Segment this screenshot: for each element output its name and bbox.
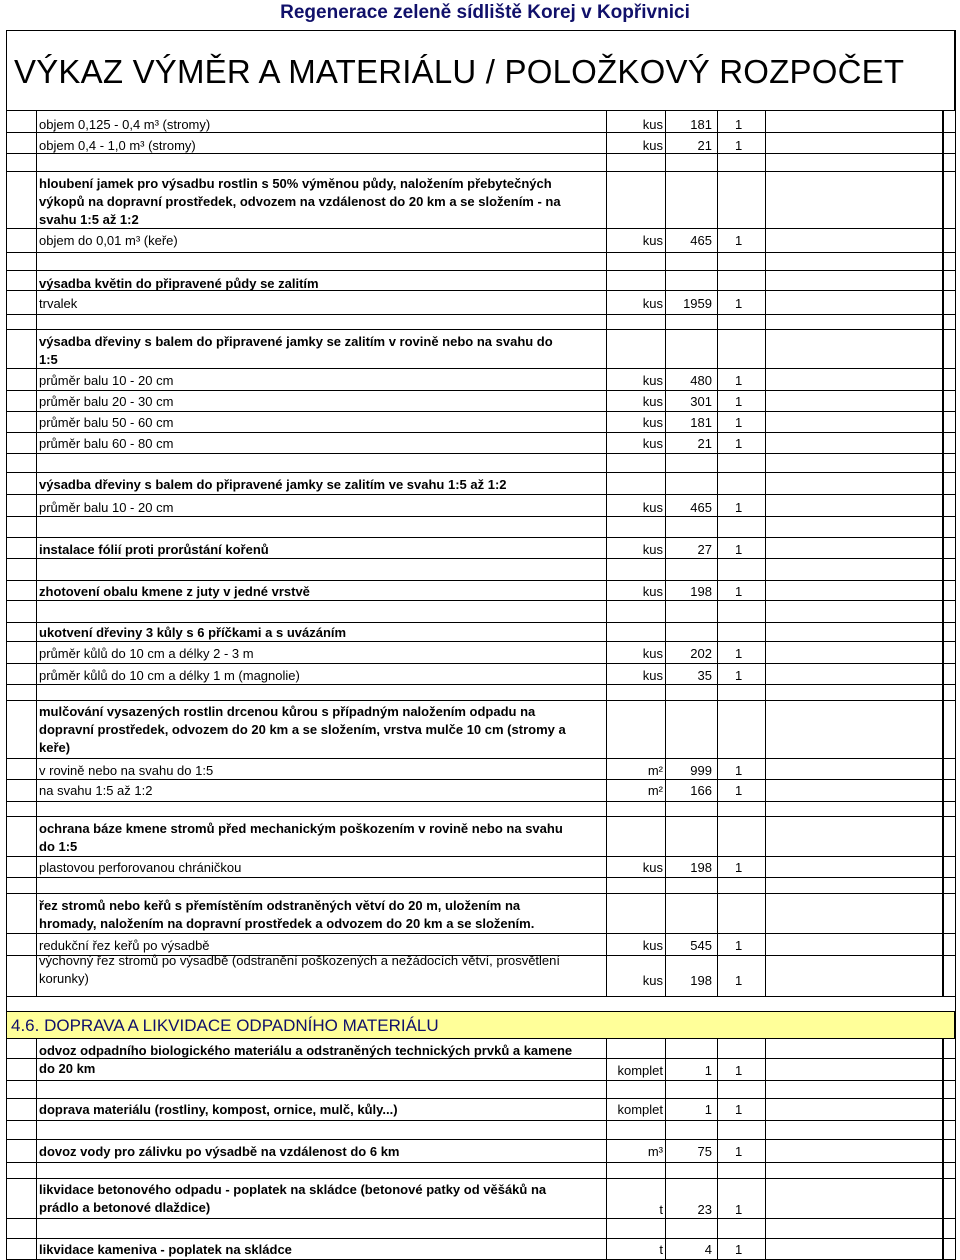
unit-cell: kus	[642, 646, 663, 661]
item-description: instalace fólií proti prorůstání kořenů	[39, 542, 269, 557]
quantity-cell: 75	[697, 1144, 712, 1159]
row-line	[6, 1139, 955, 1140]
unit-cell: kus	[642, 436, 663, 451]
row-line	[6, 893, 955, 894]
row-line	[6, 622, 955, 623]
row-line	[6, 933, 955, 934]
item-description: prádlo a betonové dlaždice)	[39, 1200, 211, 1215]
unit-cell: kus	[642, 584, 663, 599]
item-description: ukotvení dřeviny 3 kůly s 6 příčkami a s uvázáním	[39, 625, 347, 640]
quantity-cell: 465	[690, 500, 712, 515]
column-line	[765, 1039, 766, 1260]
item-description: likvidace kameniva - poplatek na skládce	[39, 1242, 292, 1257]
item-description: průměr balu 20 - 30 cm	[39, 394, 174, 409]
unit-cell: kus	[642, 415, 663, 430]
unit-cell: kus	[642, 542, 663, 557]
item-description: doprava materiálu (rostliny, kompost, ornice, mulč, kůly...)	[39, 1102, 398, 1117]
unit-cell: t	[659, 1242, 663, 1257]
column-line	[36, 1039, 37, 1260]
count-cell: 1	[735, 783, 743, 798]
row-line	[6, 1120, 955, 1121]
row-line	[6, 558, 955, 559]
quantity-cell: 198	[690, 973, 712, 988]
count-cell: 1	[735, 542, 743, 557]
item-description: průměr kůlů do 10 cm a délky 1 m (magnolie)	[39, 668, 300, 683]
quantity-cell: 1959	[683, 296, 712, 311]
column-line	[6, 110, 7, 1260]
row-line	[6, 537, 955, 538]
quantity-cell: 4	[704, 1242, 712, 1257]
item-description: plastovou perforovanou chráničkou	[39, 860, 242, 875]
row-line	[6, 1178, 955, 1179]
count-cell: 1	[735, 938, 743, 953]
column-line	[955, 30, 956, 1260]
unit-cell: kus	[642, 296, 663, 311]
row-line	[6, 996, 955, 997]
item-description: keře)	[39, 740, 71, 755]
section-heading: 4.6. DOPRAVA A LIKVIDACE ODPADNÍHO MATERIÁLU	[6, 1011, 955, 1039]
quantity-cell: 21	[697, 138, 712, 153]
row-line	[6, 758, 955, 759]
quantity-cell: 1	[704, 1102, 712, 1117]
row-line	[6, 1098, 955, 1099]
item-description: dovoz vody pro zálivku po výsadbě na vzdálenost do 6 km	[39, 1144, 400, 1159]
unit-cell: kus	[642, 938, 663, 953]
row-line	[6, 314, 955, 315]
item-description: do 20 km	[39, 1061, 96, 1076]
count-cell: 1	[735, 763, 743, 778]
row-line	[6, 1080, 955, 1081]
item-description: korunky)	[39, 971, 89, 986]
row-line	[6, 228, 955, 229]
unit-cell: m²	[647, 763, 663, 778]
row-line	[6, 432, 955, 433]
count-cell: 1	[735, 436, 743, 451]
row-line	[6, 453, 955, 454]
row-line	[6, 856, 955, 857]
count-cell: 1	[735, 296, 743, 311]
unit-cell: kus	[642, 138, 663, 153]
column-line	[717, 1039, 718, 1260]
item-description: výchovný řez stromů po výsadbě (odstranění poškozených a nežádocích větví, prosvětlení	[39, 953, 560, 968]
item-description: likvidace betonového odpadu - poplatek na skládce (betonové patky od věšáků na	[39, 1182, 547, 1197]
item-description: hromady, naložením na dopravní prostředek a odvozem do 20 km a se složením.	[39, 916, 535, 931]
unit-cell: kus	[642, 373, 663, 388]
item-description: průměr balu 10 - 20 cm	[39, 500, 174, 515]
quantity-cell: 166	[690, 783, 712, 798]
row-line	[6, 516, 955, 517]
quantity-cell: 181	[690, 117, 712, 132]
count-cell: 1	[735, 973, 743, 988]
unit-cell: kus	[642, 117, 663, 132]
row-line	[6, 1238, 955, 1239]
item-description: výkopů na dopravní prostředek, odvozem na vzdálenost do 20 km a se složením - na	[39, 194, 561, 209]
unit-cell: komplet	[617, 1102, 663, 1117]
item-description: průměr balu 50 - 60 cm	[39, 415, 174, 430]
count-cell: 1	[735, 668, 743, 683]
quantity-cell: 198	[690, 584, 712, 599]
row-line	[6, 1218, 955, 1219]
row-line	[6, 641, 955, 642]
count-cell: 1	[735, 500, 743, 515]
count-cell: 1	[735, 646, 743, 661]
row-line	[6, 329, 955, 330]
count-cell: 1	[735, 584, 743, 599]
row-line	[6, 700, 955, 701]
count-cell: 1	[735, 233, 743, 248]
unit-cell: kus	[642, 860, 663, 875]
item-description: výsadba květin do připravené půdy se zalitím	[39, 276, 319, 291]
quantity-cell: 480	[690, 373, 712, 388]
quantity-cell: 23	[697, 1202, 712, 1217]
row-line	[6, 494, 955, 495]
row-line	[6, 779, 955, 780]
item-description: svahu 1:5 až 1:2	[39, 212, 139, 227]
row-line	[6, 1162, 955, 1163]
quantity-cell: 181	[690, 415, 712, 430]
quantity-cell: 465	[690, 233, 712, 248]
item-description: odvoz odpadního biologického materiálu a odstraněných technických prvků a kamene	[39, 1043, 573, 1058]
item-description: zhotovení obalu kmene z juty v jedné vrstvě	[39, 584, 310, 599]
count-cell: 1	[735, 1144, 743, 1159]
item-description: průměr balu 60 - 80 cm	[39, 436, 174, 451]
item-description: mulčování vysazených rostlin drcenou kůrou s případným naložením odpadu na	[39, 704, 536, 719]
unit-cell: kus	[642, 500, 663, 515]
column-line	[942, 1039, 944, 1260]
column-line	[765, 110, 766, 997]
count-cell: 1	[735, 1202, 743, 1217]
item-description: objem 0,4 - 1,0 m³ (stromy)	[39, 138, 196, 153]
column-line	[942, 110, 944, 997]
item-description: objem 0,125 - 0,4 m³ (stromy)	[39, 117, 211, 132]
item-description: průměr balu 10 - 20 cm	[39, 373, 174, 388]
item-description: 1:5	[39, 352, 58, 367]
item-description: redukční řez keřů po výsadbě	[39, 938, 210, 953]
count-cell: 1	[735, 373, 743, 388]
unit-cell: kus	[642, 973, 663, 988]
row-line	[6, 580, 955, 581]
unit-cell: kus	[642, 233, 663, 248]
item-description: řez stromů nebo keřů s přemístěním odstraněných větví do 20 m, uložením na	[39, 898, 521, 913]
item-description: na svahu 1:5 až 1:2	[39, 783, 153, 798]
column-line	[36, 110, 37, 997]
unit-cell: t	[659, 1202, 663, 1217]
item-description: ochrana báze kmene stromů před mechanickým poškozením v rovině nebo na svahu	[39, 821, 563, 836]
row-line	[6, 877, 955, 878]
count-cell: 1	[735, 860, 743, 875]
row-line	[6, 368, 955, 369]
quantity-cell: 27	[697, 542, 712, 557]
item-description: objem do 0,01 m³ (keře)	[39, 233, 178, 248]
count-cell: 1	[735, 415, 743, 430]
unit-cell: kus	[642, 668, 663, 683]
row-line	[6, 252, 955, 253]
count-cell: 1	[735, 117, 743, 132]
row-line	[6, 411, 955, 412]
row-line	[6, 390, 955, 391]
column-line	[717, 110, 718, 997]
item-description: průměr kůlů do 10 cm a délky 2 - 3 m	[39, 646, 254, 661]
project-title: Regenerace zeleně sídliště Korej v Kopřivnici	[280, 2, 690, 23]
page-title: VÝKAZ VÝMĚR A MATERIÁLU / POLOŽKOVÝ ROZPOČET	[14, 53, 905, 90]
unit-cell: m²	[647, 783, 663, 798]
quantity-cell: 21	[697, 436, 712, 451]
unit-cell: m³	[647, 1144, 663, 1159]
quantity-cell: 202	[690, 646, 712, 661]
quantity-cell: 198	[690, 860, 712, 875]
row-line	[6, 684, 955, 685]
quantity-cell: 35	[697, 668, 712, 683]
row-line	[6, 801, 955, 802]
quantity-cell: 301	[690, 394, 712, 409]
quantity-cell: 545	[690, 938, 712, 953]
item-description: výsadba dřeviny s balem do připravené jamky se zalitím ve svahu 1:5 až 1:2	[39, 477, 507, 492]
count-cell: 1	[735, 1242, 743, 1257]
item-description: hloubení jamek pro výsadbu rostlin s 50% výměnou půdy, naložením přebytečných	[39, 176, 552, 191]
count-cell: 1	[735, 1063, 743, 1078]
row-line	[6, 171, 955, 172]
count-cell: 1	[735, 1102, 743, 1117]
quantity-cell: 999	[690, 763, 712, 778]
unit-cell: kus	[642, 394, 663, 409]
item-description: v rovině nebo na svahu do 1:5	[39, 763, 214, 778]
count-cell: 1	[735, 138, 743, 153]
row-line	[6, 663, 955, 664]
item-description: výsadba dřeviny s balem do připravené jamky se zalitím v rovině nebo na svahu do	[39, 334, 553, 349]
row-line	[6, 472, 955, 473]
row-line	[6, 600, 955, 601]
row-line	[6, 270, 955, 271]
item-description: dopravní prostředek, odvozem do 20 km a se složením, vrstva mulče 10 cm (stromy a	[39, 722, 566, 737]
row-line	[6, 110, 955, 111]
count-cell: 1	[735, 394, 743, 409]
quantity-cell: 1	[704, 1063, 712, 1078]
unit-cell: komplet	[617, 1063, 663, 1078]
item-description: do 1:5	[39, 839, 78, 854]
item-description: trvalek	[39, 296, 78, 311]
row-line	[6, 816, 955, 817]
